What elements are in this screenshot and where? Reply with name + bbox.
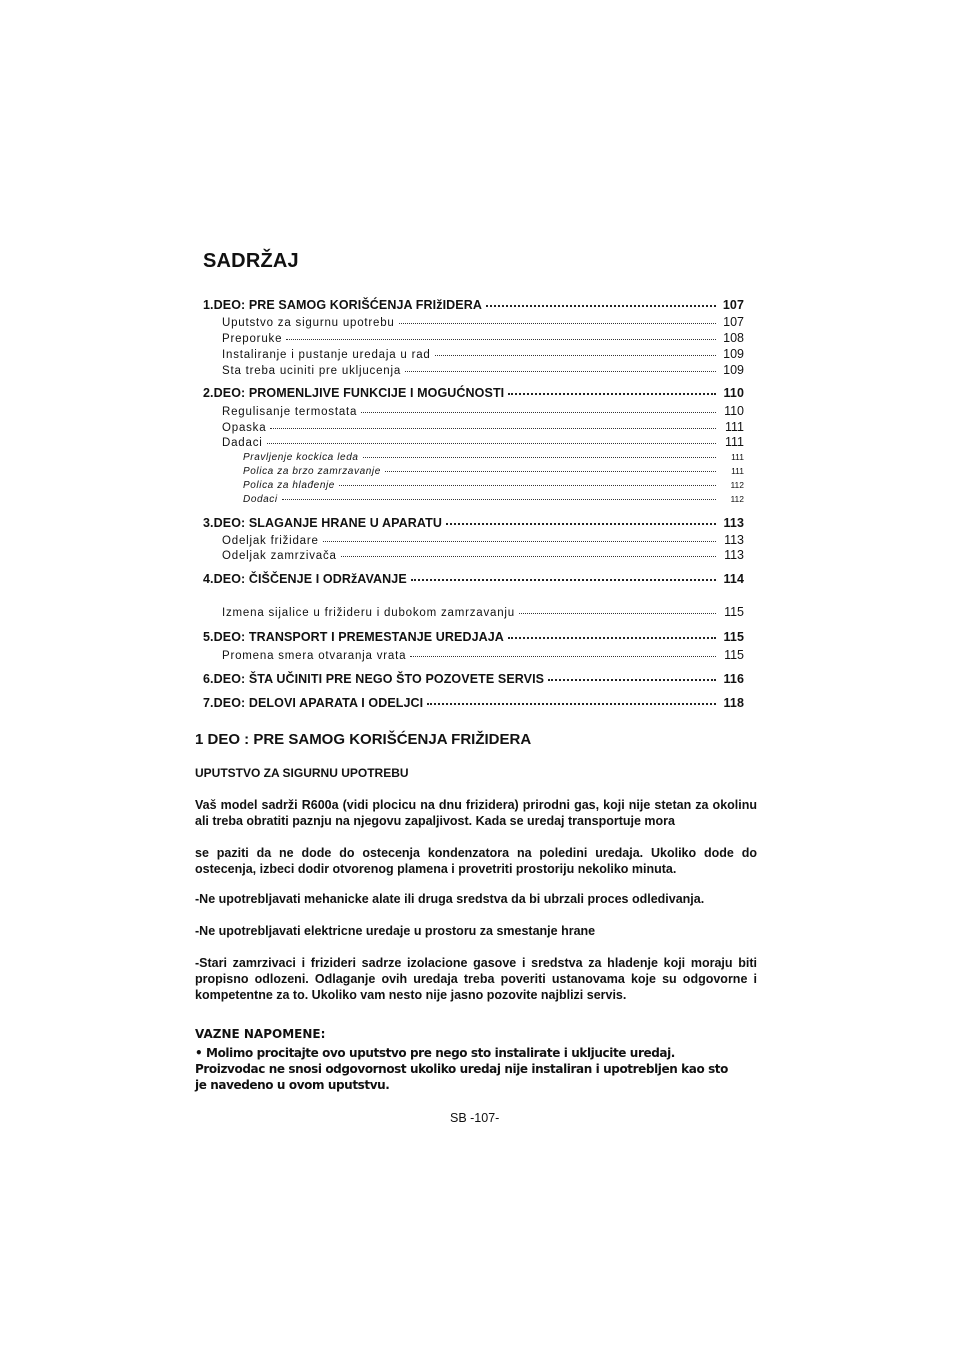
toc-leader-dots — [411, 570, 716, 581]
toc-leader-dots — [363, 449, 716, 458]
toc-entry-page: 109 — [723, 347, 744, 361]
toc-entry-page: 111 — [724, 435, 744, 449]
toc-entry-page: 113 — [724, 533, 744, 547]
toc-title: SADRŽAJ — [203, 250, 299, 272]
toc-entry-label: 2.DEO: PROMENLJIVE FUNKCIJE I MOGUĆNOSTI — [203, 386, 505, 401]
toc-entry — [222, 420, 744, 434]
toc-entry-page: 107 — [722, 298, 744, 313]
toc-leader-dots — [508, 628, 716, 639]
toc-entry — [222, 347, 744, 361]
toc-entry-page: 107 — [723, 315, 744, 329]
toc-entry-page: 118 — [723, 696, 744, 711]
toc-entry — [222, 404, 744, 418]
toc-leader-dots — [435, 346, 716, 356]
toc-leader-dots — [361, 403, 716, 413]
toc-entry-page: 115 — [724, 648, 744, 662]
toc-leader-dots — [323, 532, 716, 542]
toc-entry-label: Instaliranje i pustanje uredaja u rad — [222, 349, 431, 361]
toc-entry — [222, 605, 744, 619]
safety-subheading: UPUTSTVO ZA SIGURNU UPOTREBU — [195, 766, 409, 780]
notes-text: • Molimo procitajte ovo uputstvo pre nego sto instalirate i ukljucite uredaj. Proizvodac ne snosi odgovornost ukoliko uredaj nije instaliran i upotrebljen kao sto je navedeno u ovom uputstvu. — [195, 1046, 728, 1092]
body-paragraph: se paziti da ne dode do ostecenja kondenzatora na poledini uredaja. Ukoliko dode do ostecenja, izbeci dodir otvorenog plamena i provetriti prostoriju nekoliko minuta. — [195, 846, 757, 876]
toc-entry-page: 115 — [724, 605, 744, 619]
toc-leader-dots — [399, 314, 716, 324]
toc-entry — [203, 572, 744, 586]
toc-entry-label: 5.DEO: TRANSPORT I PREMESTANJE UREDJAJA — [203, 630, 504, 645]
toc-entry-page: 110 — [723, 386, 744, 401]
toc-entry-label: Promena smera otvaranja vrata — [222, 650, 407, 662]
toc-entry-label: Opaska — [222, 422, 267, 434]
toc-entry — [222, 315, 744, 329]
toc-entry-label: 6.DEO: ŠTA UČINITI PRE NEGO ŠTO POZOVETE SERVIS — [203, 672, 545, 687]
toc-entry-page: 115 — [723, 630, 744, 645]
toc-entry-label: Uputstvo za sigurnu upotrebu — [222, 317, 395, 329]
toc-entry-label: Polica za brzo zamrzavanje — [243, 465, 381, 477]
toc-entry — [243, 493, 744, 505]
toc-leader-dots — [341, 547, 716, 557]
toc-entry — [203, 516, 744, 530]
toc-entry-label: 7.DEO: DELOVI APARATA I ODELJCI — [203, 696, 424, 711]
toc-entry — [243, 465, 744, 477]
section-heading: 1 DEO : PRE SAMOG KORIŠĆENJA FRIŽIDERA — [195, 731, 532, 748]
toc-entry-label: Izmena sijalice u frižideru i dubokom zamrzavanju — [222, 607, 515, 619]
toc-entry-label: Pravljenje kockica leda — [243, 451, 359, 463]
toc-entry — [243, 451, 744, 463]
toc-leader-dots — [270, 419, 716, 429]
notes-heading: VAZNE NAPOMENE: — [195, 1027, 326, 1041]
toc-entry-label: Dodaci — [243, 493, 278, 505]
toc-entry-page: 112 — [730, 479, 744, 490]
toc-entry-page: 113 — [724, 548, 744, 562]
toc-entry-label: 4.DEO: ČIŠČENJE I ODRžAVANJE — [203, 572, 407, 587]
toc-entry-page: 112 — [730, 493, 744, 504]
toc-entry-label: Polica za hlađenje — [243, 479, 335, 491]
toc-entry — [222, 363, 744, 377]
toc-entry — [222, 548, 744, 562]
toc-entry-page: 111 — [724, 420, 744, 434]
toc-entry-label: Regulisanje termostata — [222, 406, 358, 418]
toc-leader-dots — [339, 477, 716, 486]
toc-entry-label: Odeljak frižidare — [222, 535, 319, 547]
toc-entry-page: 111 — [731, 451, 744, 462]
toc-leader-dots — [427, 694, 716, 705]
toc-leader-dots — [410, 647, 716, 657]
toc-leader-dots — [267, 434, 716, 444]
toc-entry-page: 109 — [723, 363, 744, 377]
toc-entry — [222, 435, 744, 449]
toc-entry-label: 1.DEO: PRE SAMOG KORIŠĆENJA FRIžIDERA — [203, 298, 482, 313]
toc-entry-label: Odeljak zamrzivača — [222, 550, 337, 562]
toc-entry-page: 108 — [723, 331, 744, 345]
toc-leader-dots — [286, 330, 716, 340]
toc-entry-page: 113 — [723, 516, 744, 531]
toc-leader-dots — [508, 384, 716, 395]
toc-entry — [203, 672, 744, 686]
toc-entry-label: Preporuke — [222, 333, 283, 345]
toc-entry-label: 3.DEO: SLAGANJE HRANE U APARATU — [203, 516, 442, 531]
toc-entry — [222, 533, 744, 547]
body-paragraph: -Ne upotrebljavati elektricne uredaje u prostoru za smestanje hrane — [195, 924, 596, 938]
toc-leader-dots — [548, 670, 716, 681]
toc-entry — [203, 386, 744, 400]
toc-leader-dots — [405, 362, 716, 372]
toc-entry — [222, 648, 744, 662]
toc-entry-page: 114 — [723, 572, 744, 587]
toc-entry — [243, 479, 744, 491]
body-paragraph: -Ne upotrebljavati mehanicke alate ili druga sredstva da bi ubrzali proces odledivanja. — [195, 892, 705, 906]
toc-entry — [203, 630, 744, 644]
toc-entry — [203, 696, 744, 710]
body-paragraph: Vaš model sadrži R600a (vidi plocicu na dnu frizidera) prirodni gas, koji nije stetan za okolinu ali treba obratiti paznju na njegovu zapaljivost. Kada se uredaj transportuje mora — [195, 798, 757, 828]
toc-entry — [203, 298, 744, 312]
toc-entry-label: Dadaci — [222, 437, 263, 449]
toc-entry — [222, 331, 744, 345]
toc-entry-page: 110 — [724, 404, 744, 418]
page-number: SB -107- — [450, 1111, 500, 1125]
toc-leader-dots — [282, 491, 716, 500]
toc-leader-dots — [486, 296, 716, 307]
toc-leader-dots — [519, 604, 716, 614]
toc-leader-dots — [446, 514, 716, 525]
toc-leader-dots — [385, 463, 716, 472]
toc-entry-page: 116 — [723, 672, 744, 687]
toc-entry-label: Sta treba uciniti pre ukljucenja — [222, 365, 402, 377]
body-paragraph: -Stari zamrzivaci i frizideri sadrze izolacione gasove i sredstva za hladenje koji moraju biti propisno odlozeni. Odlaganje ovih uredaja treba poveriti ustanovama koje su odgovorne i kompetentne za to. Ukoliko vam nesto nije jasno pozovite najblizi servis. — [195, 956, 757, 1002]
toc-entry-page: 111 — [731, 465, 744, 476]
